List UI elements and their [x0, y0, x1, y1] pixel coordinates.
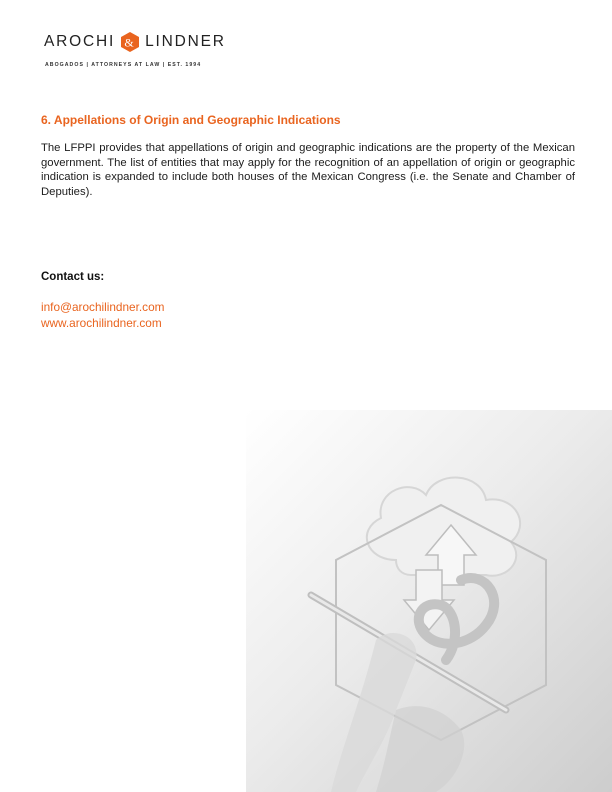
email-link[interactable]: info@arochilindner.com — [41, 300, 165, 314]
ampersand-hex-icon — [120, 31, 140, 53]
company-logo — [44, 31, 226, 53]
background-illustration — [246, 410, 612, 792]
logo-mark-text: & — [124, 35, 136, 50]
logo-text-left: AROCHI — [44, 33, 116, 50]
website-link[interactable]: www.arochilindner.com — [41, 316, 162, 330]
tagline: ABOGADOS | ATTORNEYS AT LAW | EST. 1994 — [45, 62, 202, 68]
contact-label: Contact us: — [41, 271, 105, 283]
section-body: The LFPPI provides that appellations of origin and geographic indications are the property of the Mexican government. The list of entities that may apply for the recognition of an appellation of origin or geographic indication is expanded to include both houses of the Mexican Congress (i.e. the Senate and Chamber of Deputies). — [41, 142, 575, 198]
section-heading: 6. Appellations of Origin and Geographic Indications — [41, 113, 341, 127]
logo-text-right: LINDNER — [145, 33, 226, 50]
